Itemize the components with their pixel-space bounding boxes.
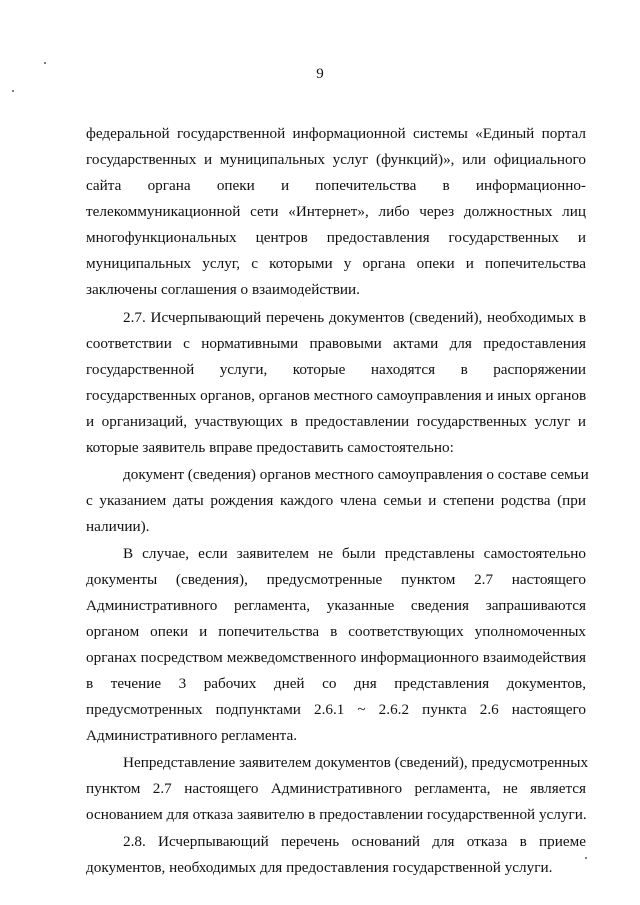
text-line: документ (сведения) органов местного самоуправления о составе семьи xyxy=(123,466,589,483)
text-line: многофункциональных центров предоставления государственных и xyxy=(86,229,586,246)
text-line: телекоммуникационной сети «Интернет», либо через должностных лиц xyxy=(86,203,586,220)
text-line: которые заявитель вправе предоставить самостоятельно: xyxy=(86,439,454,456)
text-line: документов, необходимых для предоставления государственной услуги. xyxy=(86,859,553,876)
text-line: государственных органов, органов местного самоуправления и иных органов xyxy=(86,387,587,404)
text-line: в течение 3 рабочих дней со дня представления документов, xyxy=(86,675,586,692)
text-line: сайта органа опеки и попечительства в информационно- xyxy=(86,177,586,194)
text-line: Непредставление заявителем документов (сведений), предусмотренных xyxy=(123,754,589,771)
text-line: заключены соглашения о взаимодействии. xyxy=(86,281,360,298)
text-line: государственной услуги, которые находятся в распоряжении xyxy=(86,361,586,378)
text-line: В случае, если заявителем не были представлены самостоятельно xyxy=(123,545,586,562)
text-line: наличии). xyxy=(86,518,150,535)
text-line: органом опеки и попечительства в соответствующих уполномоченных xyxy=(86,623,586,640)
text-line: федеральной государственной информационной системы «Единый портал xyxy=(86,125,586,142)
text-line: 2.7. Исчерпывающий перечень документов (сведений), необходимых в xyxy=(123,309,586,326)
scan-speck xyxy=(12,90,14,92)
text-line: муниципальных услуг, с которыми у органа опеки и попечительства xyxy=(86,255,586,272)
text-line: предусмотренных подпунктами 2.6.1 ~ 2.6.2 пункта 2.6 настоящего xyxy=(86,701,586,718)
text-line: государственных и муниципальных услуг (функций)», или официального xyxy=(86,151,586,168)
text-line: с указанием даты рождения каждого члена семьи и степени родства (при xyxy=(86,492,586,509)
text-line: соответствии с нормативными правовыми актами для предоставления xyxy=(86,335,586,352)
text-line: основанием для отказа заявителю в предоставлении государственной услуги. xyxy=(86,806,587,823)
text-line: и организаций, участвующих в предоставлении государственных услуг и xyxy=(86,413,586,430)
text-line: Административного регламента, указанные сведения запрашиваются xyxy=(86,597,586,614)
text-line: документы (сведения), предусмотренные пунктом 2.7 настоящего xyxy=(86,571,586,588)
text-line: пунктом 2.7 настоящего Административного регламента, не является xyxy=(86,780,586,797)
scan-speck xyxy=(44,62,46,64)
text-line: органах посредством межведомственного информационного взаимодействия xyxy=(86,649,586,666)
text-line: 2.8. Исчерпывающий перечень оснований для отказа в приеме xyxy=(123,833,586,850)
page-number: 9 xyxy=(316,66,324,82)
text-line: Административного регламента. xyxy=(86,727,298,744)
